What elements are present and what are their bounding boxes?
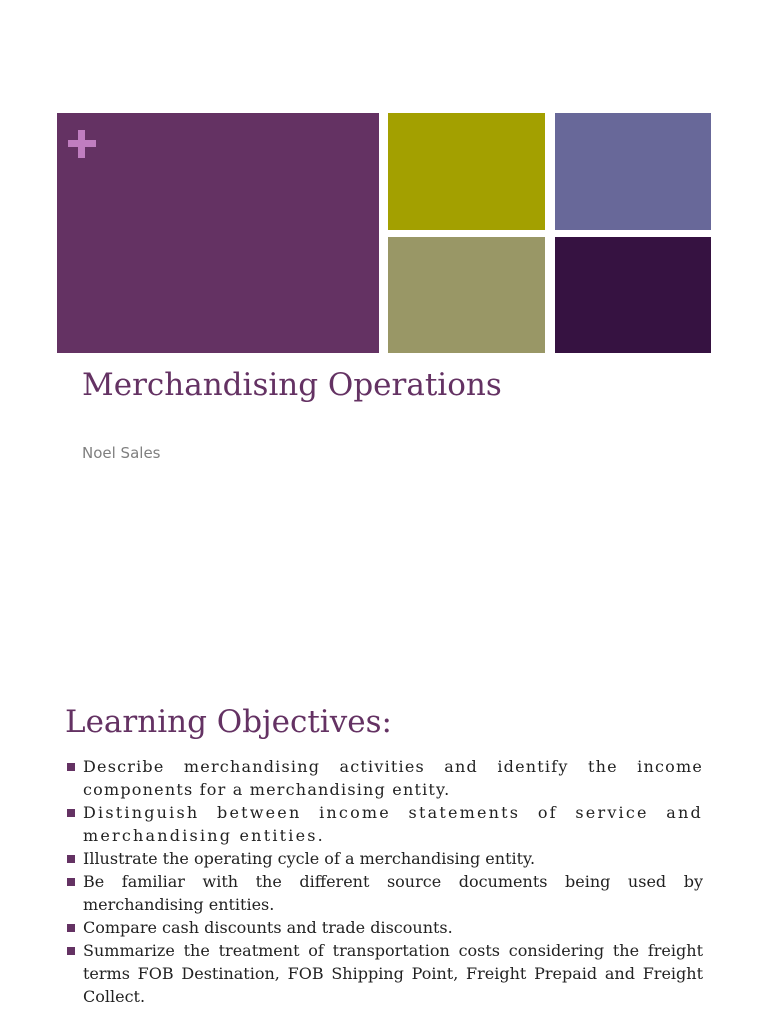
list-item-text: Illustrate the operating cycle of a merchandising entity. <box>83 849 536 868</box>
list-item-text: Compare cash discounts and trade discounts. <box>83 918 453 937</box>
list-item <box>66 801 703 847</box>
objectives-heading: Learning Objectives: <box>65 704 392 740</box>
plus-icon <box>68 130 96 158</box>
list-item-text: Distinguish between income statements of service and merchandising entities. <box>83 803 703 845</box>
list-item <box>66 870 703 916</box>
slate-blue-block <box>555 113 711 230</box>
square-bullet-icon <box>67 947 75 955</box>
list-item-text: Be familiar with the different source documents being used by merchandising entities. <box>83 872 703 914</box>
list-item <box>66 847 703 870</box>
sage-block <box>388 237 545 353</box>
list-item <box>66 939 703 1008</box>
square-bullet-icon <box>67 809 75 817</box>
list-item <box>66 755 703 801</box>
square-bullet-icon <box>67 878 75 886</box>
square-bullet-icon <box>67 855 75 863</box>
square-bullet-icon <box>67 924 75 932</box>
objectives-list <box>66 755 703 1008</box>
dark-plum-block <box>555 237 711 353</box>
square-bullet-icon <box>67 763 75 771</box>
list-item <box>66 916 703 939</box>
slide-title: Merchandising Operations <box>82 367 502 403</box>
author-name: Noel Sales <box>82 444 161 462</box>
purple-block <box>57 113 379 353</box>
list-item-text: Summarize the treatment of transportation costs considering the freight terms FOB Destination, FOB Shipping Point, Freight Prepaid and Freight Collect. <box>83 941 703 1006</box>
olive-block <box>388 113 545 230</box>
list-item-text: Describe merchandising activities and identify the income components for a merchandising entity. <box>83 757 703 799</box>
